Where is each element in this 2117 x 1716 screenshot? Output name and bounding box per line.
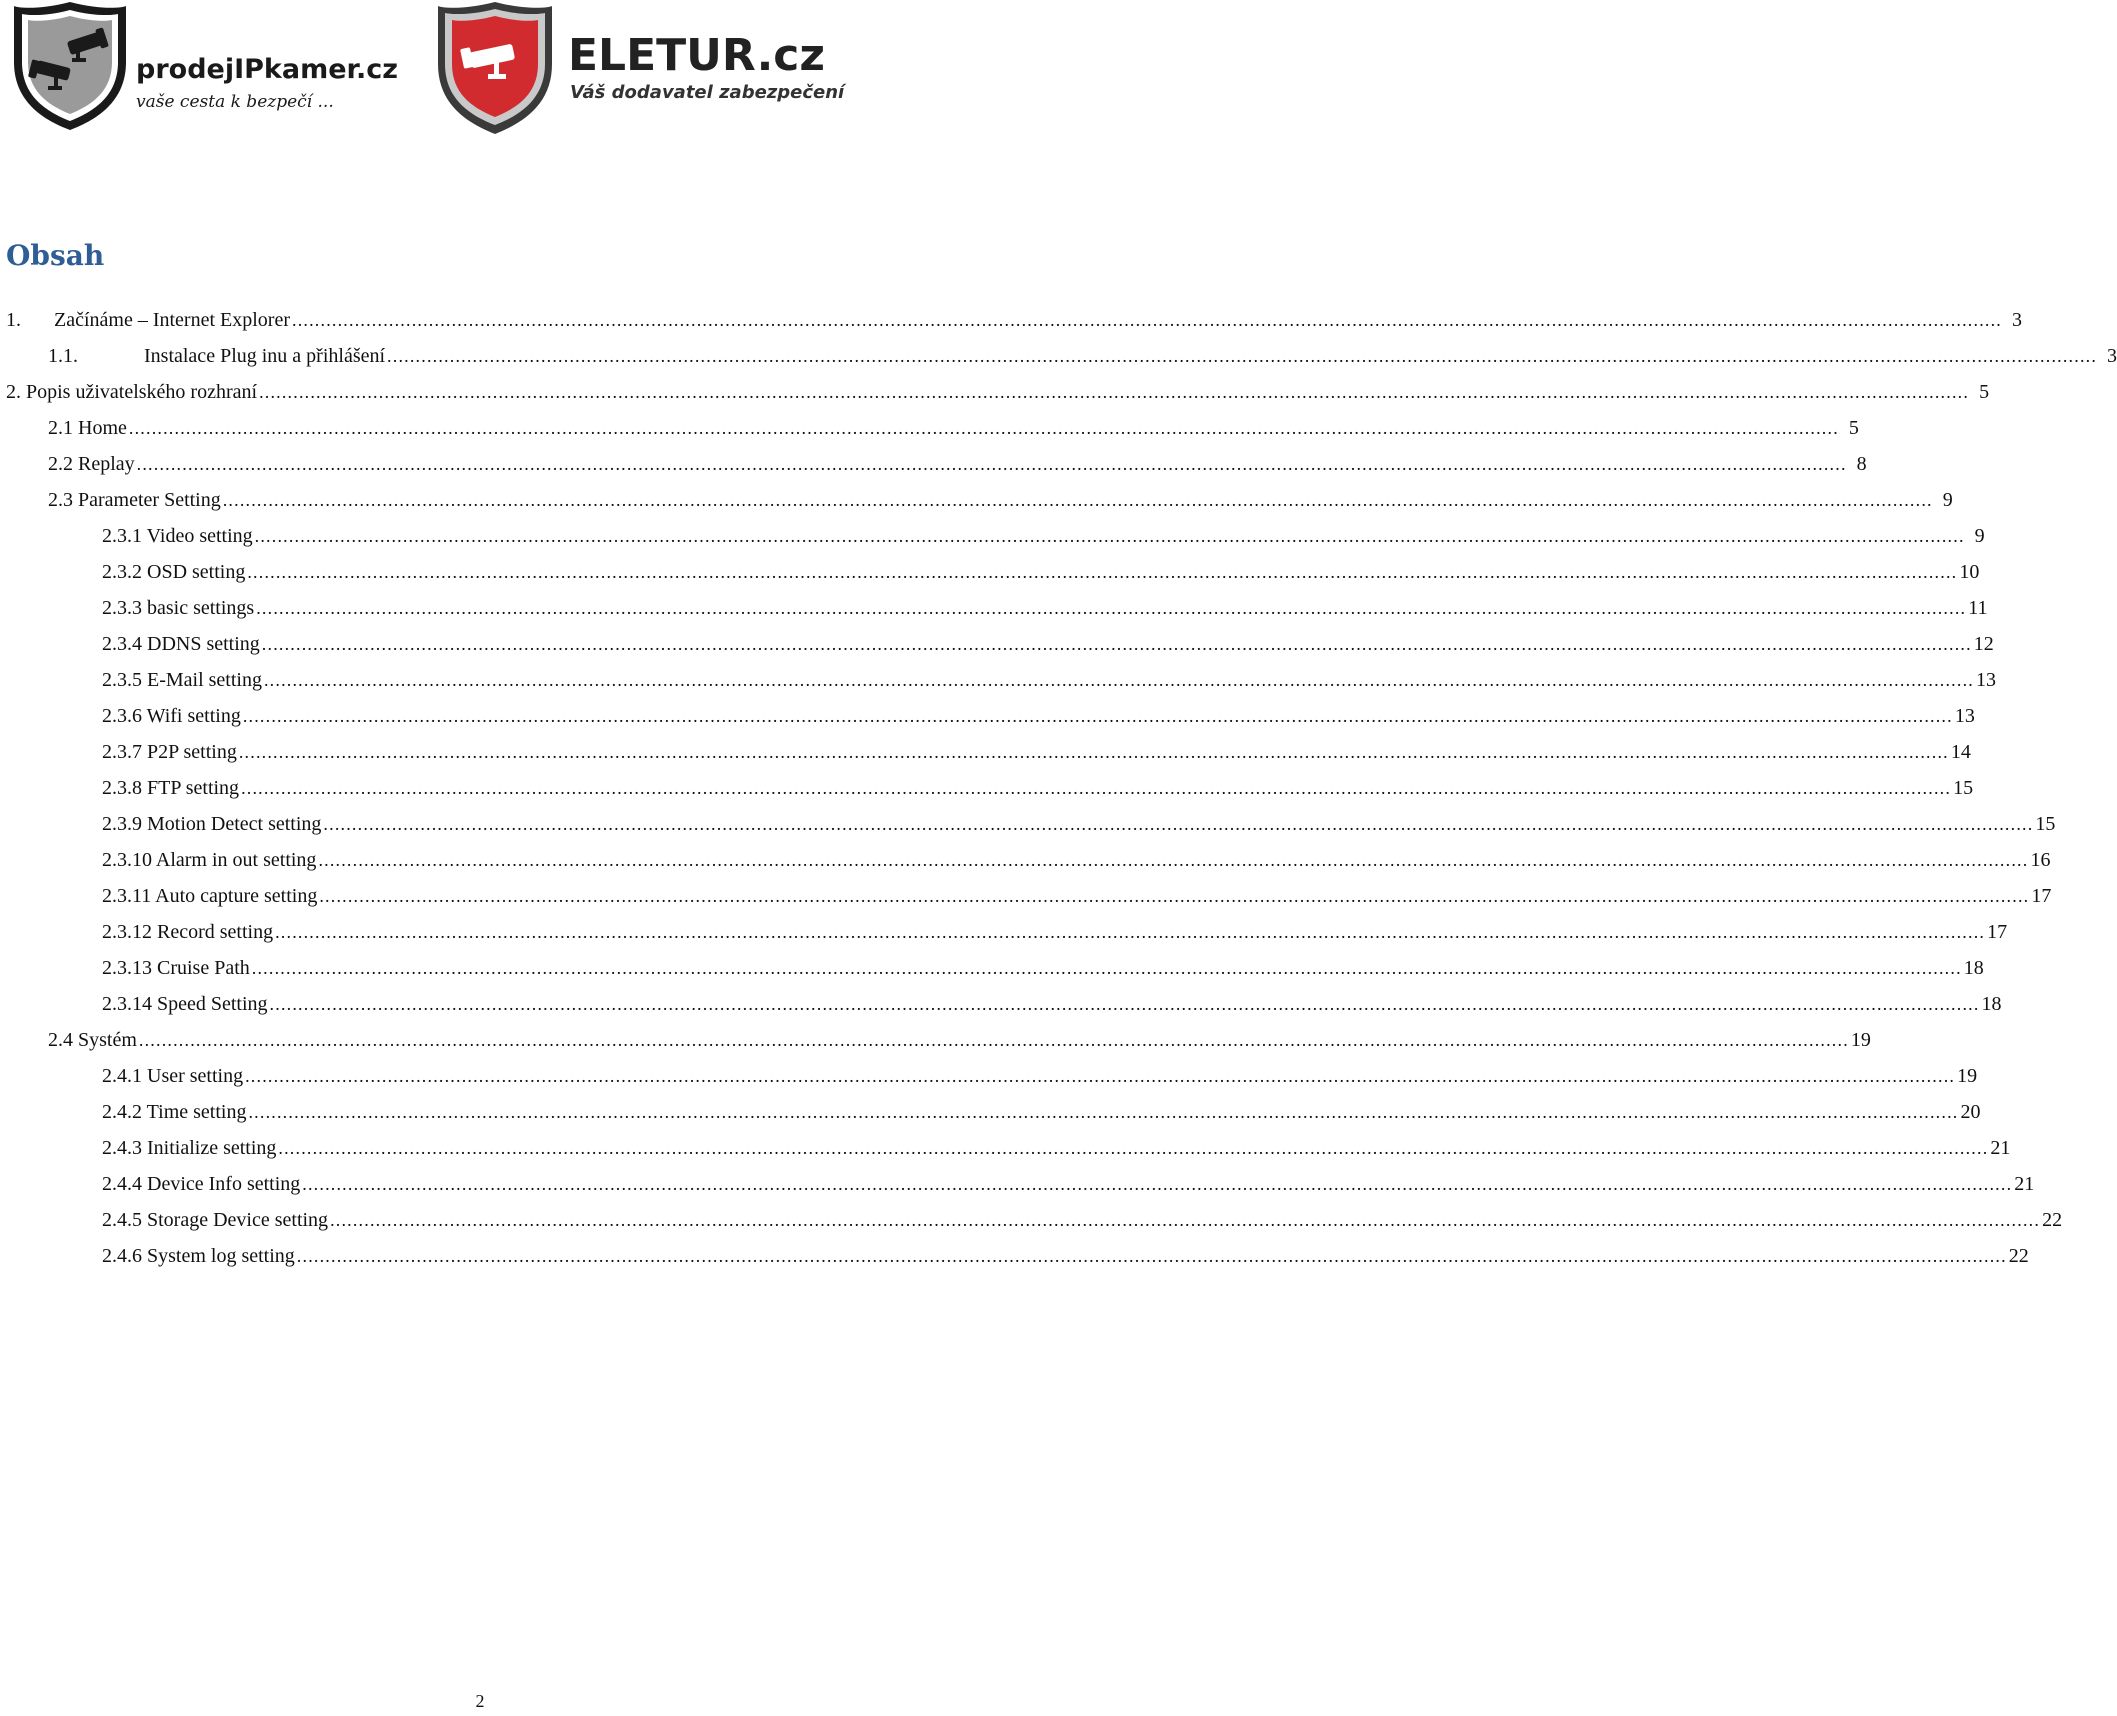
- toc-entry-label: [102, 1136, 276, 1160]
- toc-entry-label: [48, 416, 127, 440]
- toc-entry-text: 2.3.7 P2P setting: [102, 741, 237, 763]
- toc-entry-label: [102, 1208, 328, 1232]
- toc-dot-leader: ............................................................................................................................................................................................................................................................................................................: [269, 994, 1980, 1014]
- toc-entry-page: 21: [2014, 1173, 2035, 1195]
- toc-entry-text: 2.3.12 Record setting: [102, 921, 274, 943]
- toc-entry-page: 21: [1990, 1137, 2011, 1159]
- toc-entry[interactable]: [102, 518, 1985, 548]
- toc-entry-page: 14: [1950, 741, 1971, 763]
- toc-entry-label: [102, 632, 260, 656]
- toc-entry-text: 2.3.3 basic settings: [102, 597, 255, 619]
- logo-eletur: [434, 0, 845, 136]
- camera-shield-icon: [10, 0, 130, 132]
- toc-dot-leader: ............................................................................................................................................................................................................................................................................................................: [138, 1030, 1849, 1050]
- toc-entry-label: [102, 1100, 246, 1124]
- toc-entry-text: 2.4.4 Device Info setting: [102, 1173, 301, 1195]
- toc-entry-page: 9: [1974, 525, 1985, 547]
- toc-entry[interactable]: [102, 1094, 1981, 1124]
- toc-dot-leader: ............................................................................................................................................................................................................................................................................................................: [136, 454, 1847, 474]
- toc-entry-label: [102, 920, 273, 944]
- toc-title: Obsah: [6, 239, 105, 272]
- toc-entry-page: 10: [1959, 561, 1980, 583]
- toc-entry-page: 9: [1942, 489, 1953, 511]
- toc-dot-leader: ............................................................................................................................................................................................................................................................................................................: [296, 1246, 2007, 1266]
- toc-entry[interactable]: [102, 1130, 2011, 1160]
- toc-entry-label: [48, 488, 221, 512]
- toc-entry[interactable]: [102, 554, 1980, 584]
- toc-entry-page: 19: [1957, 1065, 1978, 1087]
- toc-dot-leader: ............................................................................................................................................................................................................................................................................................................: [263, 670, 1974, 690]
- toc-dot-leader: ............................................................................................................................................................................................................................................................................................................: [242, 706, 1953, 726]
- toc-entry-text: 2.3.5 E-Mail setting: [102, 669, 262, 691]
- toc-entry-page: 22: [2042, 1209, 2063, 1231]
- toc-dot-leader: ............................................................................................................................................................................................................................................................................................................: [245, 1066, 1956, 1086]
- toc-dot-leader: ............................................................................................................................................................................................................................................................................................................: [387, 346, 2098, 366]
- toc-entry-label: [102, 668, 262, 692]
- toc-entry-number: 1.: [6, 309, 21, 331]
- toc-entry-label: [102, 992, 268, 1016]
- toc-entry-text: 2.4.1 User setting: [102, 1065, 244, 1087]
- toc-entry[interactable]: [48, 482, 1953, 512]
- toc-entry-text: 2.3.13 Cruise Path: [102, 957, 250, 979]
- toc-dot-leader: ............................................................................................................................................................................................................................................................................................................: [128, 418, 1839, 438]
- toc-entry[interactable]: [102, 770, 1974, 800]
- toc-entry[interactable]: [6, 302, 2022, 332]
- toc-entry[interactable]: [6, 374, 1990, 404]
- toc-entry-label: [102, 1064, 243, 1088]
- toc-entry[interactable]: [102, 734, 1971, 764]
- toc-entry-text: 2.3.4 DDNS setting: [102, 633, 260, 655]
- toc-entry-label: [102, 560, 245, 584]
- toc-entry-text: 2.3 Parameter Setting: [48, 489, 221, 511]
- toc-entry-label: [48, 452, 135, 476]
- toc-dot-leader: ............................................................................................................................................................................................................................................................................................................: [259, 382, 1970, 402]
- toc-entry-page: 8: [1856, 453, 1867, 475]
- toc-entry-page: 13: [1954, 705, 1975, 727]
- toc-entry-page: 12: [1973, 633, 1994, 655]
- toc-dot-leader: ............................................................................................................................................................................................................................................................................................................: [254, 526, 1965, 546]
- logo-right-tagline: Váš dodavatel zabezpečení: [570, 82, 845, 103]
- toc-dot-leader: ............................................................................................................................................................................................................................................................................................................: [318, 850, 2029, 870]
- toc-entry-page: 20: [1960, 1101, 1981, 1123]
- toc-entry-text: 2.3.2 OSD setting: [102, 561, 246, 583]
- toc-entry[interactable]: [48, 1022, 1871, 1052]
- toc-entry[interactable]: [102, 662, 1996, 692]
- toc-entry[interactable]: [102, 950, 1984, 980]
- toc-dot-leader: ............................................................................................................................................................................................................................................................................................................: [238, 742, 1949, 762]
- toc-entry-page: 19: [1850, 1029, 1871, 1051]
- toc-entry[interactable]: [48, 338, 2117, 368]
- toc-entry-text: 2.3.10 Alarm in out setting: [102, 849, 317, 871]
- toc-dot-leader: ............................................................................................................................................................................................................................................................................................................: [247, 562, 1958, 582]
- toc-entry-label: [48, 1028, 137, 1052]
- toc-entry-label: [102, 1244, 295, 1268]
- toc-entry-label: [6, 308, 290, 332]
- toc-entry-text: 2. Popis uživatelského rozhraní: [6, 381, 258, 403]
- toc-entry-page: 22: [2008, 1245, 2029, 1267]
- toc-entry[interactable]: [102, 698, 1975, 728]
- toc-dot-leader: ............................................................................................................................................................................................................................................................................................................: [261, 634, 1972, 654]
- toc-entry-text: 2.3.14 Speed Setting: [102, 993, 268, 1015]
- toc-entry[interactable]: [102, 1202, 2063, 1232]
- toc-entry[interactable]: [102, 806, 2056, 836]
- toc-entry-text: 2.4.2 Time setting: [102, 1101, 247, 1123]
- toc-entry-label: [102, 776, 239, 800]
- toc-entry-label: [102, 1172, 300, 1196]
- toc-dot-leader: ............................................................................................................................................................................................................................................................................................................: [222, 490, 1933, 510]
- toc-dot-leader: ............................................................................................................................................................................................................................................................................................................: [275, 922, 1986, 942]
- toc-entry[interactable]: [102, 914, 2008, 944]
- toc-dot-leader: ............................................................................................................................................................................................................................................................................................................: [292, 310, 2002, 330]
- toc-entry-text: 2.2 Replay: [48, 453, 135, 475]
- toc-entry-label: [102, 704, 241, 728]
- toc-entry-page: 5: [1848, 417, 1859, 439]
- toc-entry-page: 15: [2035, 813, 2056, 835]
- camera-shield-red-icon: [434, 0, 556, 136]
- toc-dot-leader: ............................................................................................................................................................................................................................................................................................................: [241, 778, 1952, 798]
- page-number: 2: [475, 1691, 485, 1711]
- toc-entry-label: [102, 884, 317, 908]
- toc-entry-text: 2.3.6 Wifi setting: [102, 705, 241, 727]
- toc-entry-text: Instalace Plug inu a přihlášení: [144, 345, 386, 367]
- toc-entry[interactable]: [48, 446, 1867, 476]
- toc-entry-text: 2.1 Home: [48, 417, 127, 439]
- toc-entry-text: 2.3.9 Motion Detect setting: [102, 813, 322, 835]
- toc-entry-page: 15: [1953, 777, 1974, 799]
- toc-entry-page: 18: [1963, 957, 1984, 979]
- toc-entry-text: Začínáme – Internet Explorer: [54, 309, 290, 331]
- toc-entry[interactable]: [102, 878, 2052, 908]
- toc-dot-leader: ............................................................................................................................................................................................................................................................................................................: [319, 886, 2030, 906]
- toc-entry-page: 16: [2030, 849, 2051, 871]
- toc-entry[interactable]: [102, 1058, 1978, 1088]
- toc-entry-text: 2.3.1 Video setting: [102, 525, 253, 547]
- toc-entry-text: 2.4.5 Storage Device setting: [102, 1209, 329, 1231]
- toc-entry-label: [102, 524, 253, 548]
- toc-entry-label: [102, 812, 321, 836]
- toc-entry-label: [102, 596, 254, 620]
- toc-entry[interactable]: [102, 590, 1988, 620]
- toc-entry[interactable]: [102, 1166, 2035, 1196]
- toc-entry-number: 1.1.: [48, 345, 78, 367]
- toc-entry-page: 13: [1975, 669, 1996, 691]
- toc-entry-page: 17: [1987, 921, 2008, 943]
- toc-entry-page: 11: [1968, 597, 1988, 619]
- toc-dot-leader: ............................................................................................................................................................................................................................................................................................................: [330, 1210, 2041, 1230]
- toc-entry[interactable]: [102, 986, 2002, 1016]
- toc-entry-text: 2.4.3 Initialize setting: [102, 1137, 277, 1159]
- toc-entry-label: [6, 380, 257, 404]
- logo-left-name: prodejIPkamer.cz: [136, 54, 398, 85]
- logo-prodejipkamer: [10, 0, 430, 132]
- toc-entry[interactable]: [102, 626, 1994, 656]
- toc-entry-page: 18: [1981, 993, 2002, 1015]
- toc-entry-text: 2.4 Systém: [48, 1029, 137, 1051]
- toc-entry-page: 17: [2031, 885, 2052, 907]
- toc-entry-label: [102, 740, 237, 764]
- page-header: [0, 0, 960, 140]
- toc-entry[interactable]: [102, 1238, 2029, 1268]
- toc-entry-text: 2.3.8 FTP setting: [102, 777, 240, 799]
- toc-entry-label: [102, 956, 250, 980]
- toc-dot-leader: ............................................................................................................................................................................................................................................................................................................: [278, 1138, 1989, 1158]
- toc-entry[interactable]: [102, 842, 2051, 872]
- toc-dot-leader: ............................................................................................................................................................................................................................................................................................................: [256, 598, 1967, 618]
- toc-entry-label: [102, 848, 316, 872]
- toc-entry-text: 2.4.6 System log setting: [102, 1245, 295, 1267]
- toc-dot-leader: ............................................................................................................................................................................................................................................................................................................: [302, 1174, 2013, 1194]
- toc-entry-page: 5: [1979, 381, 1990, 403]
- toc-entry-page: 3: [2107, 345, 2117, 367]
- logo-left-tagline: vaše cesta k bezpečí ...: [136, 92, 334, 112]
- toc-dot-leader: ............................................................................................................................................................................................................................................................................................................: [323, 814, 2034, 834]
- logo-right-name: ELETUR.cz: [568, 30, 825, 81]
- toc-entry-text: 2.3.11 Auto capture setting: [102, 885, 318, 907]
- toc-entry-label: [48, 344, 385, 368]
- toc-entry[interactable]: [48, 410, 1859, 440]
- toc-entry-page: 3: [2012, 309, 2022, 331]
- toc-dot-leader: ............................................................................................................................................................................................................................................................................................................: [251, 958, 1962, 978]
- toc-dot-leader: ............................................................................................................................................................................................................................................................................................................: [248, 1102, 1959, 1122]
